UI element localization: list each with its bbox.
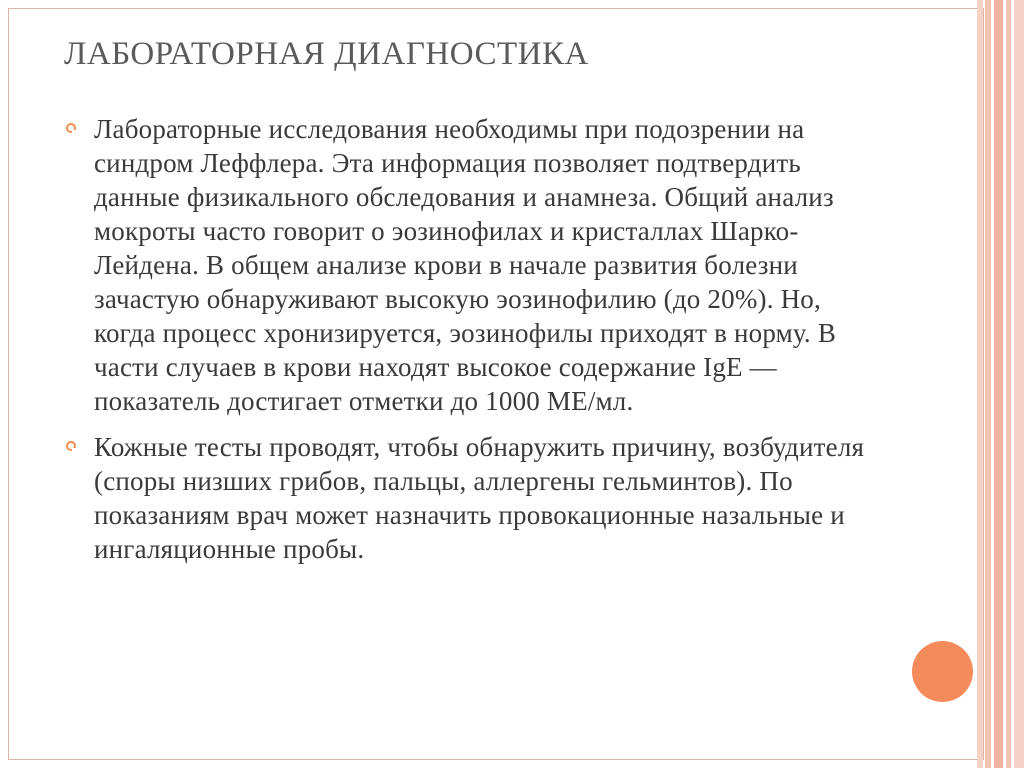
stripe: [985, 0, 991, 768]
stripe: [977, 0, 983, 768]
bullet-list: [64, 112, 884, 578]
slide-title: ЛАБОРАТОРНАЯ ДИАГНОСТИКА: [64, 36, 589, 72]
open-circle-bullet-icon: [66, 123, 76, 133]
stripe: [994, 0, 1003, 768]
orange-circle-decoration-icon: [912, 641, 973, 702]
bullet-text: Лабораторные исследования необходимы при подозрении на синдром Леффлера. Эта информация позволяет подтвердить данные физикального обследования и анамнеза. Общий анализ мокроты часто говорит о эозинофилах и кристаллах Шарко-Лейдена. В общем анализе крови в начале развития болезни зачастую обнаруживают высокую эозинофилию (до 20%). Но, когда процесс хронизируется, эозинофилы приходят в норму. В части случаев в крови находят высокое содержание IgE — показатель достигает отметки до 1000 МЕ/мл.: [94, 114, 837, 416]
stripe: [1006, 0, 1011, 768]
decorative-stripes: [977, 0, 1024, 768]
bullet-item: [64, 430, 884, 566]
open-circle-bullet-icon: [66, 441, 76, 451]
bullet-text: Кожные тесты проводят, чтобы обнаружить причину, возбудителя (споры низших грибов, пальцы, аллергены гельминтов). По показаниям врач может назначить провокационные назальные и ингаляционные пробы.: [94, 432, 865, 564]
bullet-item: [64, 112, 884, 418]
stripe: [1014, 0, 1024, 768]
